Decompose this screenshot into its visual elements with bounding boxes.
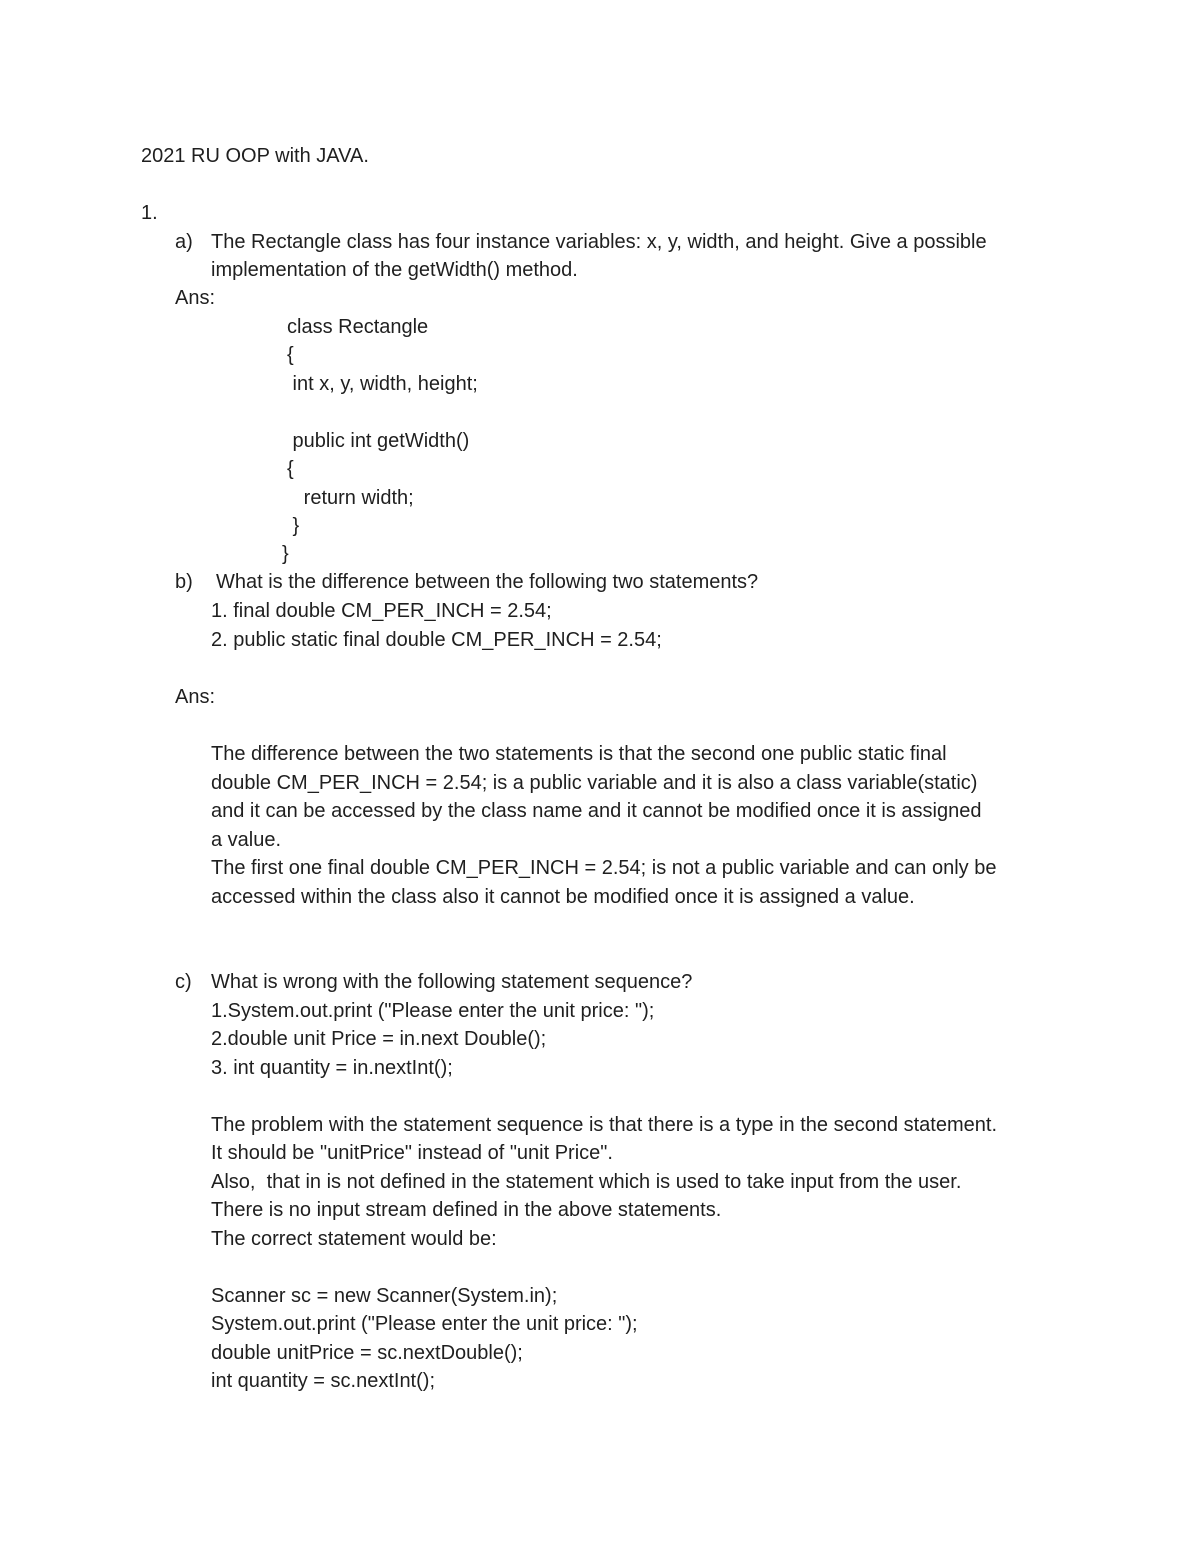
part-b-answer-line: accessed within the class also it cannot be modified once it is assigned a value. [211, 886, 915, 908]
code-line: } [287, 515, 300, 537]
question-number: 1. [141, 202, 158, 224]
code-line: public int getWidth() [287, 430, 470, 452]
code-line: return width; [287, 487, 414, 509]
part-b-answer-line: a value. [211, 829, 282, 851]
part-c-answer-line: The correct statement would be: [211, 1228, 497, 1250]
part-c-answer-line: It should be "unitPrice" instead of "unit Price". [211, 1142, 613, 1164]
code-line: { [287, 344, 294, 366]
code-line: } [282, 543, 289, 565]
part-c-statement: 1.System.out.print ("Please enter the unit price: "); [211, 1000, 655, 1022]
part-c-answer-line: The problem with the statement sequence is that there is a type in the second statement. [211, 1114, 997, 1136]
part-b-ans-label: Ans: [175, 686, 216, 708]
part-c-question: What is wrong with the following statement sequence? [211, 971, 693, 993]
part-b-statement: 2. public static final double CM_PER_INCH = 2.54; [211, 629, 662, 651]
part-a-ans-label: Ans: [175, 287, 216, 309]
part-c-code-line: System.out.print ("Please enter the unit price: "); [211, 1313, 638, 1335]
part-a-question-line: The Rectangle class has four instance variables: x, y, width, and height. Give a possible [211, 231, 987, 253]
part-c-code-line: Scanner sc = new Scanner(System.in); [211, 1285, 558, 1307]
code-line: int x, y, width, height; [287, 373, 478, 395]
part-c-statement: 2.double unit Price = in.next Double(); [211, 1028, 547, 1050]
part-c-code-line: double unitPrice = sc.nextDouble(); [211, 1342, 523, 1364]
part-c-answer-line: Also, that in is not defined in the statement which is used to take input from the user. [211, 1171, 962, 1193]
part-b-answer-line: double CM_PER_INCH = 2.54; is a public variable and it is also a class variable(static) [211, 772, 978, 794]
part-c-marker: c) [175, 971, 192, 993]
code-line: class Rectangle [287, 316, 429, 338]
part-c-statement: 3. int quantity = in.nextInt(); [211, 1057, 453, 1079]
part-a-marker: a) [175, 231, 193, 253]
part-b-answer-line: The difference between the two statements is that the second one public static final [211, 743, 947, 765]
part-c-code-line: int quantity = sc.nextInt(); [211, 1370, 435, 1392]
part-a-question-line: implementation of the getWidth() method. [211, 259, 578, 281]
document-title: 2021 RU OOP with JAVA. [141, 145, 369, 167]
part-b-answer-line: The first one final double CM_PER_INCH = 2.54; is not a public variable and can only be [211, 857, 997, 879]
part-c-answer-line: There is no input stream defined in the above statements. [211, 1199, 722, 1221]
code-line: { [287, 458, 294, 480]
part-b-answer-line: and it can be accessed by the class name and it cannot be modified once it is assigned [211, 800, 982, 822]
part-b-statement: 1. final double CM_PER_INCH = 2.54; [211, 600, 552, 622]
part-b-question: What is the difference between the following two statements? [216, 571, 759, 593]
part-b-marker: b) [175, 571, 193, 593]
